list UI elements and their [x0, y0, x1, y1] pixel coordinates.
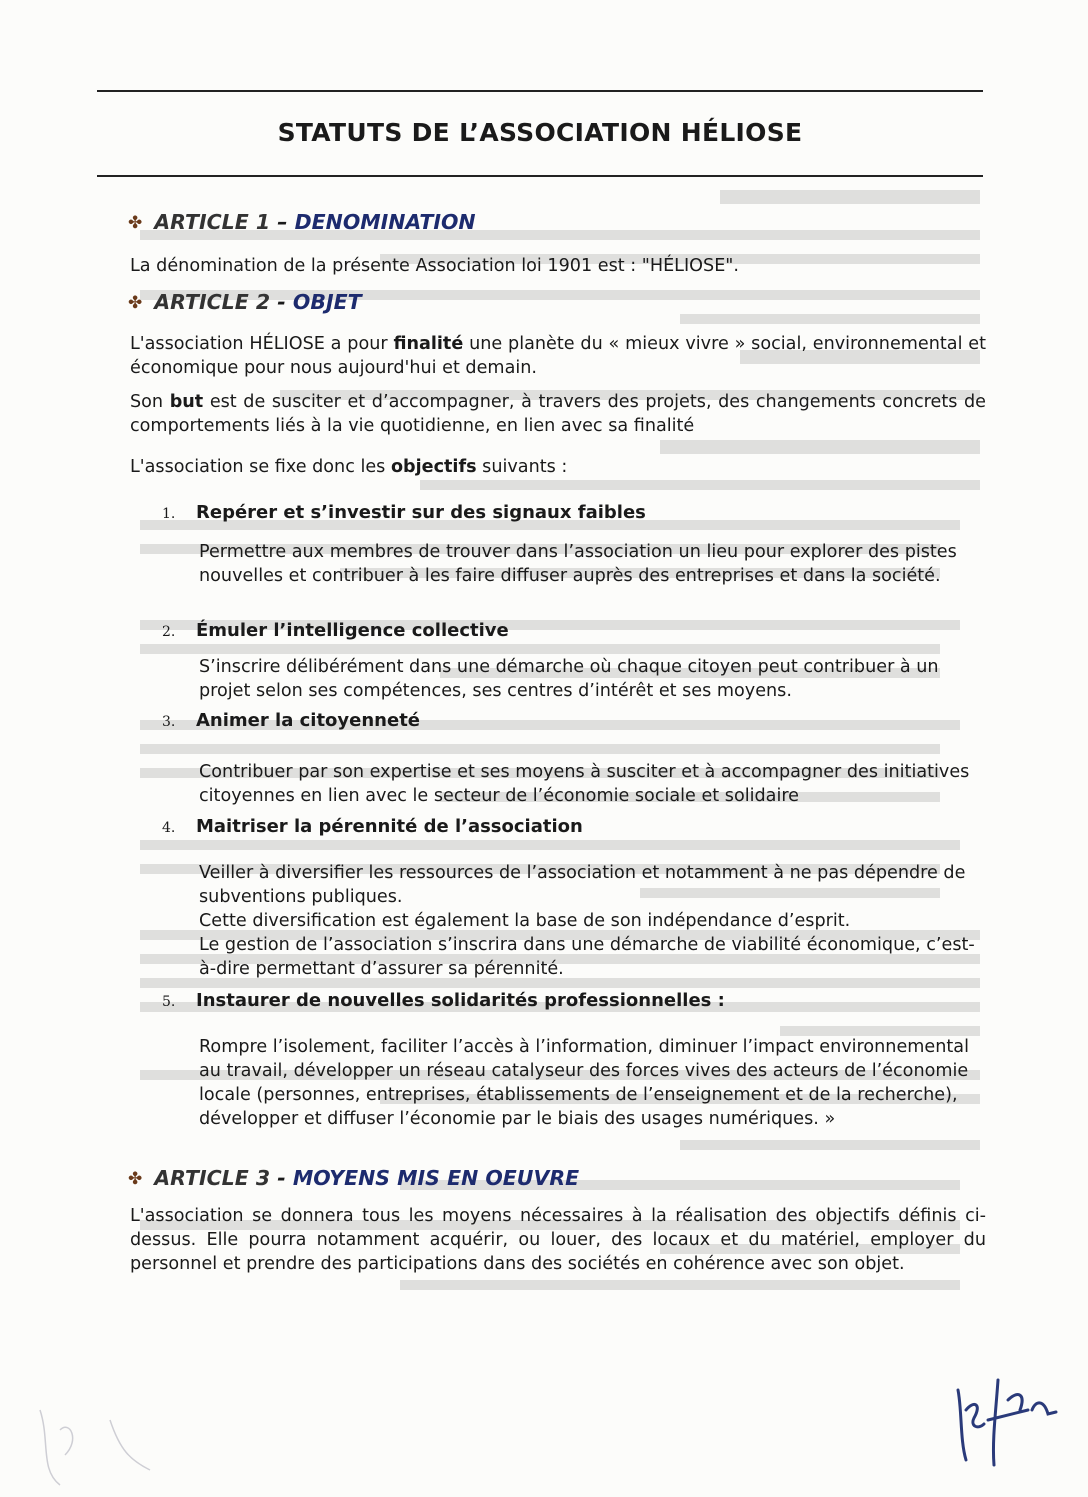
article-2-heading: ✤ ARTICLE 2 - OBJET: [128, 290, 362, 314]
pin-bullet-icon: ✤: [128, 293, 143, 313]
objective-5-text: Rompre l’isolement, faciliter l’accès à l’information, diminuer l’impact environnemental au travail, développer un réseau catalyseur des forces vives des acteurs de l’économie locale (personnes, entreprises, établissements de l’enseignement et de la recherche), développer et diffuser l’économie par le biais des usages numériques. »: [199, 1037, 969, 1129]
article-3-text: L'association se donnera tous les moyens nécessaires à la réalisation des objectifs définis ci-dessus. Elle pourra notamment acquérir, ou louer, des locaux et du matériel, employer du personnel et prendre des participations dans des sociétés en cohérence avec son objet.: [130, 1206, 986, 1274]
article-separator: -: [277, 1166, 286, 1190]
pin-bullet-icon: ✤: [128, 1169, 143, 1189]
article-1-text: La dénomination de la présente Association loi 1901 est : "HÉLIOSE".: [130, 256, 739, 276]
objective-2-title: 2. Émuler l’intelligence collective: [162, 620, 509, 641]
article-1-heading: ✤ ARTICLE 1 – DENOMINATION: [128, 210, 476, 234]
objective-1-text: Permettre aux membres de trouver dans l’association un lieu pour explorer des pistes nouvelles et contribuer à les faire diffuser auprès des entreprises et dans la société.: [199, 542, 957, 586]
pin-bullet-icon: ✤: [128, 213, 143, 233]
faint-initials-mark: [20, 1400, 170, 1490]
document-title: STATUTS DE L’ASSOCIATION HÉLIOSE: [277, 118, 803, 147]
article-3-heading: ✤ ARTICLE 3 - MOYENS MIS EN OEUVRE: [128, 1166, 580, 1190]
objective-2-text: S’inscrire délibérément dans une démarche où chaque citoyen peut contribuer à un projet selon ses compétences, ses centres d’intérêt et ses moyens.: [199, 657, 939, 701]
article-separator: –: [277, 210, 288, 234]
objective-4-title: 4. Maitriser la pérennité de l’association: [162, 816, 583, 837]
objective-4-text-2: Cette diversification est également la base de son indépendance d’esprit.: [199, 911, 851, 931]
objective-4-text-3: Le gestion de l’association s’inscrira dans une démarche de viabilité économique, c’est-à-dire permettant d’assurer sa pérennité.: [199, 935, 975, 979]
article-2-paragraph-2: Son but est de susciter et d’accompagner, à travers des projets, des changements concrets de comportements liés à la vie quotidienne, en lien avec sa finalité: [130, 392, 986, 436]
handwritten-signature: [948, 1370, 1068, 1470]
top-rule: [97, 90, 983, 92]
objective-3-text: Contribuer par son expertise et ses moyens à susciter et à accompagner des initiatives citoyennes en lien avec le secteur de l’économie sociale et solidaire: [199, 762, 970, 806]
article-2-paragraph-1: L'association HÉLIOSE a pour finalité une planète du « mieux vivre » social, environnemental et économique pour nous aujourd'hui et demain.: [130, 334, 987, 378]
title-bottom-rule: [97, 175, 983, 177]
objective-1-title: 1. Repérer et s’investir sur des signaux faibles: [162, 502, 646, 523]
article-separator: -: [277, 290, 286, 314]
objective-3-title: 3. Animer la citoyenneté: [162, 710, 421, 731]
objective-5-title: 5. Instaurer de nouvelles solidarités professionnelles :: [162, 990, 725, 1011]
objective-4-text: Veiller à diversifier les ressources de l’association et notamment à ne pas dépendre de subventions publiques.: [199, 863, 966, 907]
article-2-paragraph-3: L'association se fixe donc les objectifs suivants :: [130, 457, 568, 477]
